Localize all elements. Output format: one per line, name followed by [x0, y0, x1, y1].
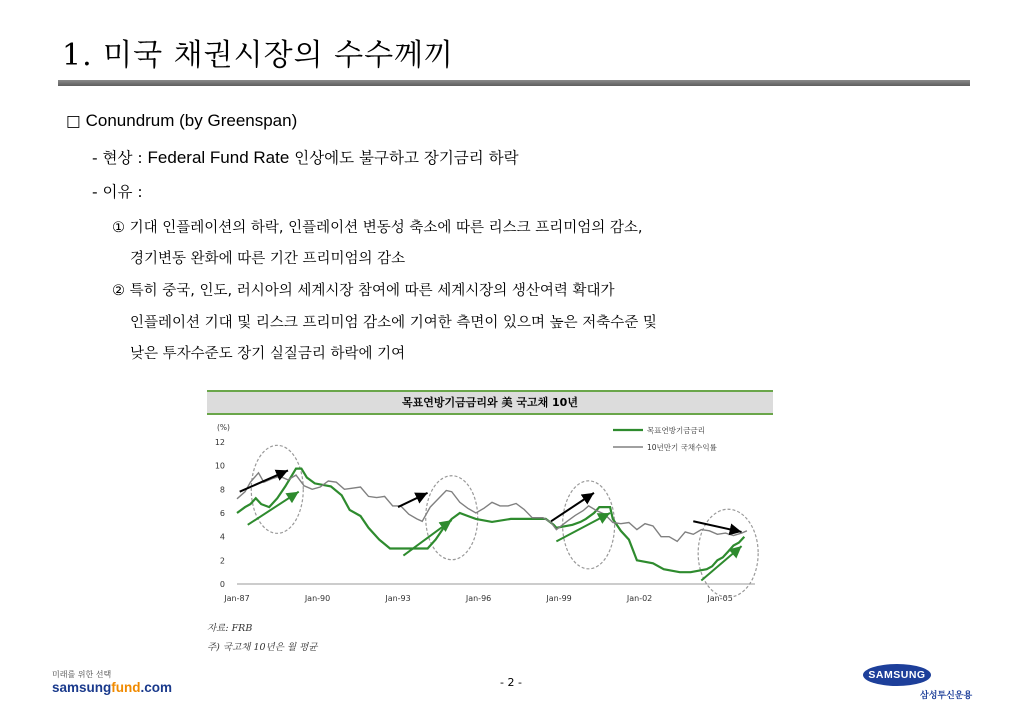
- series-line-1: [237, 469, 744, 573]
- chart-title: 목표연방기금금리와 美 국고채 10년: [207, 390, 773, 415]
- y-tick-label-10: 10: [214, 461, 225, 471]
- reason-1-line-1: ① 기대 인플레이션의 하락, 인플레이션 변동성 축소에 따른 리스크 프리미엄의 감소,: [112, 220, 643, 236]
- brand-accent: fund: [111, 680, 141, 695]
- trend-arrow-3: [398, 493, 428, 507]
- bullet-heading: [66, 111, 297, 131]
- phenomenon-term: Federal Fund Rate: [147, 148, 290, 167]
- x-tick-label-Jan-99: Jan-99: [546, 594, 572, 603]
- brand-tail: .com: [140, 680, 173, 695]
- y-axis-unit-label: (%): [217, 423, 230, 432]
- bullet-text: Conundrum (by Greenspan): [85, 111, 298, 130]
- y-tick-label-2: 2: [219, 556, 225, 566]
- trend-arrow-1: [240, 470, 288, 491]
- y-tick-label-12: 12: [214, 438, 225, 447]
- y-tick-label-0: 0: [219, 580, 225, 589]
- x-tick-label-Jan-90: Jan-90: [304, 594, 331, 603]
- legend-label-1: 목표연방기금금리: [647, 426, 705, 435]
- y-tick-label-4: 4: [219, 532, 225, 542]
- reason-label: - 이유 :: [92, 183, 143, 201]
- phenomenon-prefix: - 현상 :: [92, 149, 148, 167]
- chart-note: 주) 국고채 10년은 월 평균: [207, 642, 318, 653]
- x-tick-label-Jan-96: Jan-96: [465, 594, 492, 603]
- reason-1-line-2: 경기변동 완화에 따른 기간 프리미엄의 감소: [130, 251, 406, 267]
- x-tick-label-Jan-02: Jan-02: [626, 594, 653, 603]
- trend-arrow-4: [403, 520, 451, 556]
- x-tick-label-Jan-05: Jan-05: [707, 594, 733, 603]
- title-divider: [58, 80, 970, 86]
- footer-tagline: 미래를 위한 선택: [52, 670, 112, 679]
- highlight-circle-1: [251, 445, 303, 533]
- trend-arrow-2: [248, 492, 299, 525]
- reason-2-line-1: ② 특히 중국, 인도, 러시아의 세계시장 참여에 따른 세계시장의 생산여력 확대가: [112, 283, 615, 299]
- brand-main: samsung: [52, 680, 112, 695]
- x-tick-label-Jan-87: Jan-87: [224, 594, 250, 603]
- phenomenon-rest: 인상에도 불구하고 장기금리 하락: [289, 149, 519, 167]
- company-name: 삼성투신운용: [920, 691, 973, 701]
- phenomenon-line: [92, 146, 519, 168]
- reason-2-line-2: 인플레이션 기대 및 리스크 프리미엄 감소에 기여한 측면이 있으며 높은 저축수준 및: [130, 315, 657, 331]
- trend-arrow-8: [701, 546, 741, 580]
- x-tick-label-Jan-93: Jan-93: [385, 594, 411, 603]
- page-number: - 2 -: [500, 676, 522, 689]
- y-tick-label-8: 8: [219, 485, 225, 495]
- chart-source: 자료: FRB: [207, 623, 253, 634]
- page-title: 1. 미국 채권시장의 수수께끼: [62, 38, 455, 73]
- y-tick-label-6: 6: [219, 509, 225, 518]
- rate-chart: [207, 414, 773, 610]
- reason-2-line-3: 낮은 투자수준도 장기 실질금리 하락에 기여: [130, 346, 406, 362]
- legend-label-2: 10년만기 국채수익률: [647, 443, 717, 452]
- footer-brand-link[interactable]: [52, 680, 172, 695]
- samsung-logo: SAMSUNG: [863, 664, 931, 686]
- checkbox-square-icon: □: [66, 112, 81, 130]
